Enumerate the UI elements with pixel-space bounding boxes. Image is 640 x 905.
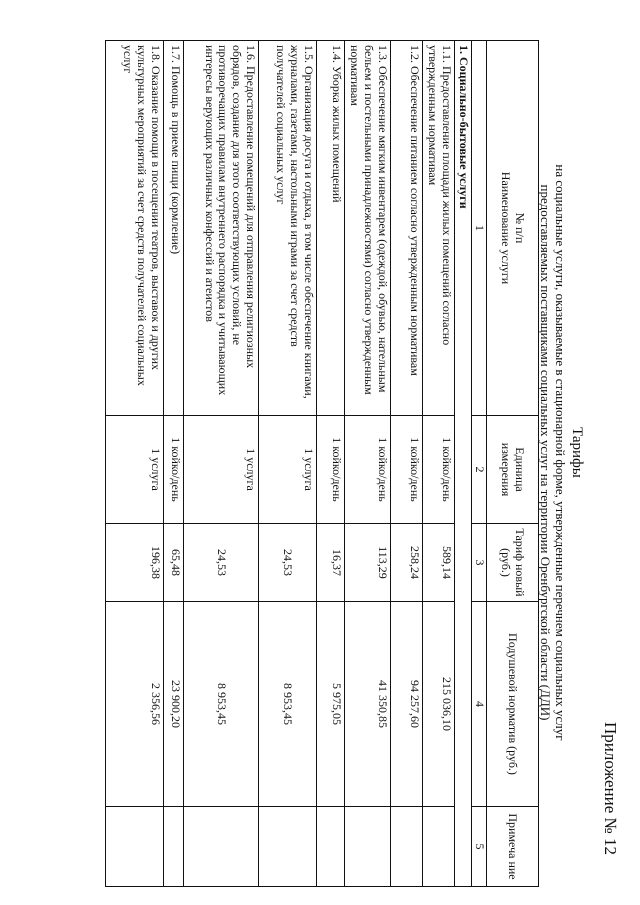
col-number: 4 — [472, 602, 487, 807]
table-row — [317, 41, 345, 887]
table-row — [106, 41, 164, 887]
service-note — [106, 807, 164, 887]
service-norm: 41 350,85 — [345, 602, 391, 807]
service-unit: 1 койко/день — [423, 416, 455, 524]
service-note — [391, 807, 423, 887]
col-number: 1 — [472, 41, 487, 416]
service-note — [317, 807, 345, 887]
service-unit: 1 койко/день — [164, 416, 184, 524]
service-tariff: 24,53 — [184, 524, 259, 602]
service-tariff: 258,24 — [391, 524, 423, 602]
service-name: 1.6. Предоставление помещений для отправления религиозных обрядов, создание для этого соответствующих условий, не противоречащих правилам внутреннего распорядка и учитывающих интересы верующих различных конфессий и атеистов — [184, 41, 259, 416]
document-subtitle-line1: на социальные услуги, оказываемые в стационарной форме, утвержденные перечнем социальных услуг — [553, 164, 568, 741]
service-note — [184, 807, 259, 887]
service-norm: 94 257,60 — [391, 602, 423, 807]
header-norm: Подушевой норматив (руб.) — [487, 602, 539, 807]
service-name: 1.5. Организация досуга и отдыха, в том числе обеспечение книгами, журналами, газетами, настольными играми за счет средств получателей социальных услуг — [259, 41, 317, 416]
service-unit: 1 услуга — [106, 416, 164, 524]
service-tariff: 196,38 — [106, 524, 164, 602]
service-name: 1.1. Предоставление площади жилых помещений согласно утвержденным нормативам — [423, 41, 455, 416]
column-number-row — [472, 41, 487, 887]
header-note: Примеча ние — [487, 807, 539, 887]
table-row — [391, 41, 423, 887]
service-tariff: 65,48 — [164, 524, 184, 602]
service-tariff: 589,14 — [423, 524, 455, 602]
tariff-table — [105, 40, 539, 887]
service-unit: 1 услуга — [184, 416, 259, 524]
service-unit: 1 койко/день — [345, 416, 391, 524]
col-number: 3 — [472, 524, 487, 602]
document-title: Тарифы — [569, 427, 585, 478]
table-row — [164, 41, 184, 887]
appendix-label: Приложение № 12 — [601, 722, 620, 855]
service-tariff: 16,37 — [317, 524, 345, 602]
service-unit: 1 услуга — [259, 416, 317, 524]
table-row — [345, 41, 391, 887]
service-note — [164, 807, 184, 887]
service-note — [259, 807, 317, 887]
section-row — [455, 41, 472, 887]
header-name: № п/п Наименование услуги — [487, 41, 539, 416]
service-note — [345, 807, 391, 887]
service-unit: 1 койко/день — [317, 416, 345, 524]
col-number: 2 — [472, 416, 487, 524]
section-title: 1. Социально-бытовые услуги — [455, 41, 472, 887]
table-row — [423, 41, 455, 887]
service-name: 1.7. Помощь в приеме пищи (кормление) — [164, 41, 184, 416]
service-unit: 1 койко/день — [391, 416, 423, 524]
service-tariff: 113,29 — [345, 524, 391, 602]
header-tariff: Тариф новый (руб.) — [487, 524, 539, 602]
service-name: 1.2. Обеспечение питанием согласно утвержденным нормативам — [391, 41, 423, 416]
service-name: 1.3. Обеспечение мягким инвентарем (одеждой, обувью, нательным бельем и постельными принадлежностями) согласно утвержденным нормативам — [345, 41, 391, 416]
service-name: 1.4. Уборка жилых помещений — [317, 41, 345, 416]
service-norm: 5 975,05 — [317, 602, 345, 807]
service-note — [423, 807, 455, 887]
service-norm: 8 953,45 — [184, 602, 259, 807]
table-header-row — [487, 41, 539, 887]
col-number: 5 — [472, 807, 487, 887]
service-norm: 2 356,56 — [106, 602, 164, 807]
table-row — [184, 41, 259, 887]
service-tariff: 24,53 — [259, 524, 317, 602]
service-norm: 8 953,45 — [259, 602, 317, 807]
document-subtitle-line2: предоставляемых поставщиками социальных услуг на территории Оренбургской области (ДДИ) — [538, 184, 553, 721]
header-unit: Единица измерения — [487, 416, 539, 524]
service-name: 1.8. Оказание помощи в посещении театров, выставок и других культурных мероприятий за счет средств получателей социальных услуг — [106, 41, 164, 416]
service-norm: 23 900,20 — [164, 602, 184, 807]
service-norm: 215 036,10 — [423, 602, 455, 807]
table-row — [259, 41, 317, 887]
